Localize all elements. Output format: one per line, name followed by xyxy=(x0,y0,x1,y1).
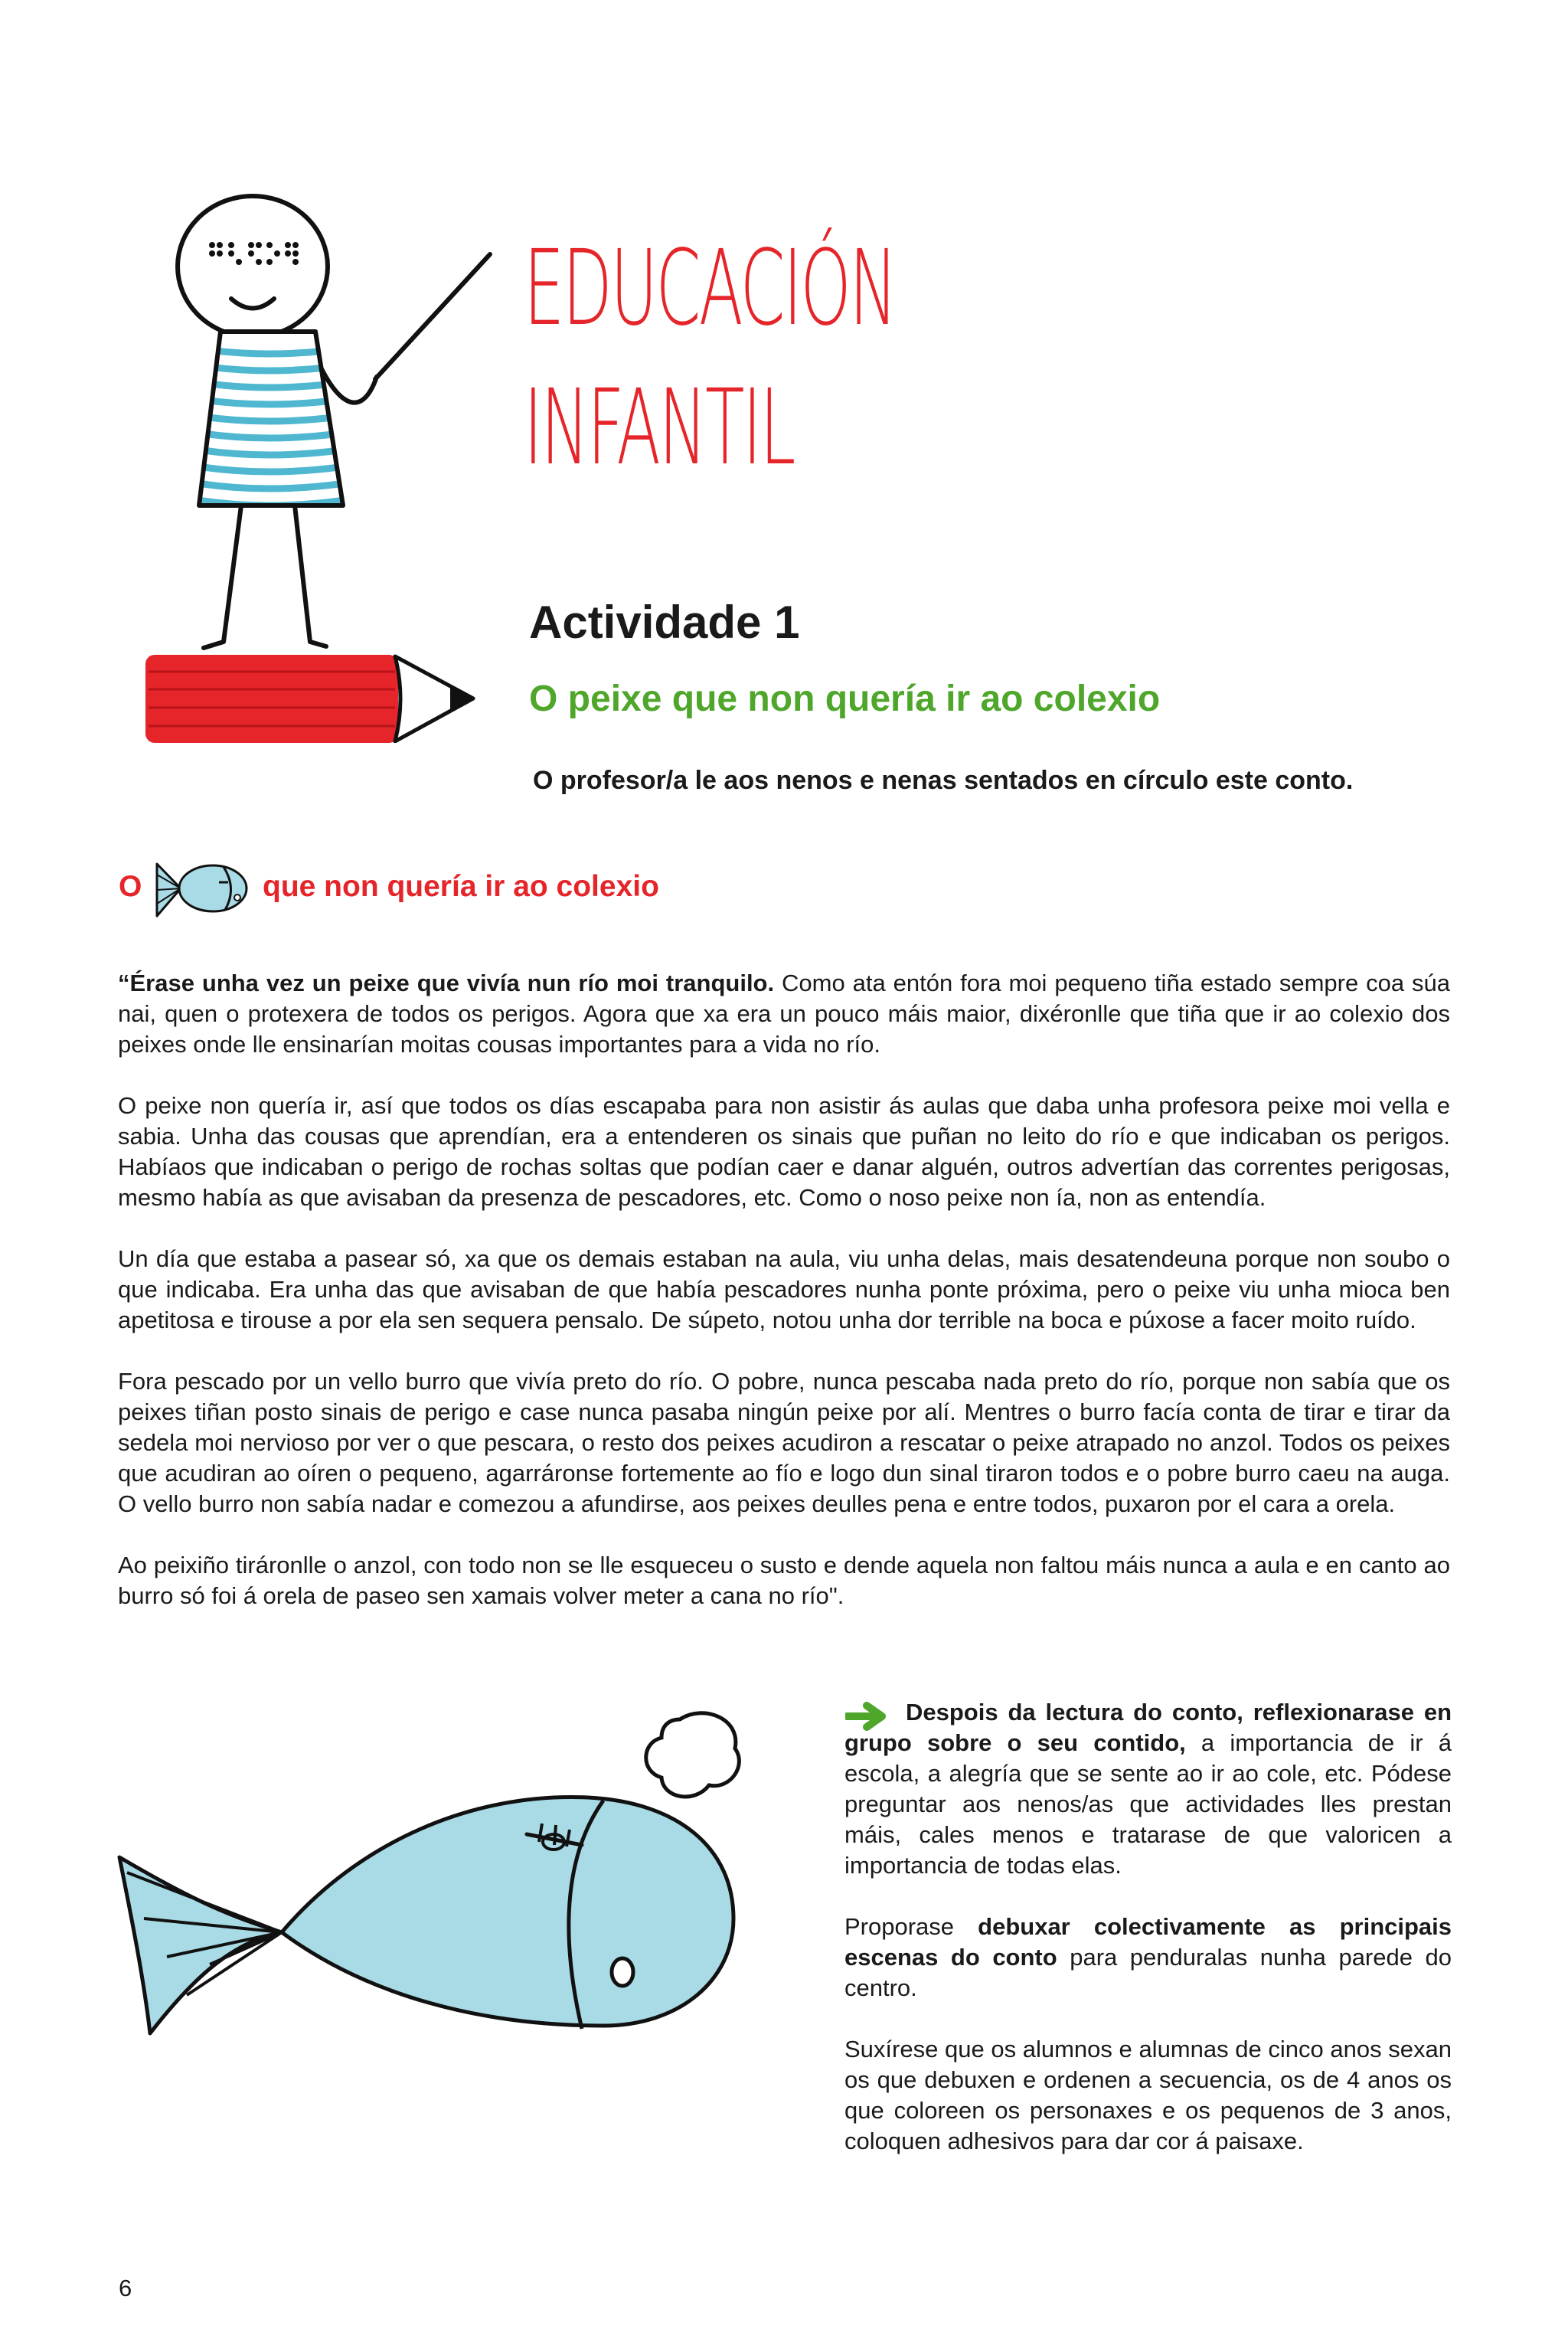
teacher-legs xyxy=(204,505,326,648)
activity-intro: O profesor/a le aos nenos e nenas sentados en círculo este conto. xyxy=(533,766,1354,795)
story-paragraph-5: Ao peixiño tiráronlle o anzol, con todo non se lle esqueceu o susto e dende aquela non faltou máis nunca a aula e en canto ao burro só foi á orela de paseo sen xamais volver meter a cana no río". xyxy=(118,1552,1450,1609)
story-paragraph-3: Un día que estaba a pasear só, xa que os demais estaban na aula, viu unha delas, mais desatendeuna porque non soubo o que indicaba. Era unha das que avisaban de que había pescadores nunha ponte próxima, pero o peixe viu unha mioca ben apetitosa e tirouse a por ela sen sequera pensalo. De súpeto, notou unha dor terrible na boca e púxose a facer moito ruído. xyxy=(118,1245,1450,1333)
section-title-line-1: EDUCACIÓN xyxy=(524,228,896,349)
fish-icon xyxy=(153,855,248,924)
pointer-stick xyxy=(375,254,490,379)
activity-title: Actividade 1 xyxy=(529,597,800,648)
story-paragraph-2: O peixe non quería ir, así que todos os días escapaba para non asistir ás aulas que daba unha profesora peixe moi vella e sabia. Unha das cousas que aprendían, era a entenderen os sinais que puñan no leito do río e que indicaban os perigos. Habíaos que indicaban o perigo de rochas soltas que podían caer e danar alguén, outros advertían das correntes perigosas, mesmo había as que avisaban da presenza de pescadores, etc. Como o noso peixe non ía, non as entendía. xyxy=(118,1092,1450,1211)
section-title-line-2: INFANTIL xyxy=(524,368,794,489)
story-text xyxy=(118,968,1450,1642)
big-fish-illustration xyxy=(113,1689,749,2041)
teacher-illustration xyxy=(138,184,505,743)
story-heading-prefix: O xyxy=(119,870,142,903)
teacher-head xyxy=(178,196,328,337)
activity-subtitle: O peixe que non quería ir ao colexio xyxy=(529,679,1161,719)
sidebar-paragraph-3: Suxírese que os alumnos e alumnas de cinco anos sexan os que debuxen e ordenen a secuencia, os de 4 anos os que coloreen os personaxes e os pequenos de 3 anos, coloquen adhesivos para dar cor á paisaxe. xyxy=(844,2036,1452,2154)
page-number: 6 xyxy=(119,2275,132,2301)
story-heading-suffix: que non quería ir ao colexio xyxy=(263,870,659,903)
story-paragraph-4: Fora pescado por un vello burro que vivía preto do río. O pobre, nunca pescaba nada preto do río, porque non sabía que os peixes tiñan posto sinais de perigo e case nunca pasaba ningún peixe por alí. Mentres o burro facía conta de tirar e tirar da sedela moi nervioso por ver o que pescara, o resto dos peixes acudiron a rescatar o peixe atrapado no anzol. Todos os peixes que acudiran ao oíren o pequeno, agarráronse fortemente ao fío e logo dun sinal tiraron todos e o pobre burro caeu na auga. O vello burro non sabía nadar e comezou a afundirse, aos peixes deulles pena e entre todos, puxaron por el cara a orela. xyxy=(118,1368,1450,1517)
story-paragraph-1: “Érase unha vez un peixe que vivía nun río moi tranquilo. Como ata entón fora moi pequeno tiña estado sempre coa súa nai, quen o protexera de todos os perigos. Agora que xa era un pouco máis maior, dixéronlle que tiña que ir ao colexio dos peixes onde lle ensinarían moitas cousas importantes para a vida no río. xyxy=(118,970,1450,1058)
sidebar-paragraph-1: Despois da lectura do conto, reflexionarase en grupo sobre o seu contido, a importancia de ir á escola, a alegría que se sente ao ir ao cole, etc. Pódese preguntar aos nenos/as que actividades lles prestan máis, cales menos e tratarase de que valoricen a importancia de todas elas. xyxy=(844,1699,1452,1879)
sidebar-text xyxy=(844,1697,1452,2187)
sidebar-paragraph-2: Proporase debuxar colectivamente as principais escenas do conto para penduralas nunha parede do centro. xyxy=(844,1913,1452,2001)
pencil-icon xyxy=(145,655,475,743)
